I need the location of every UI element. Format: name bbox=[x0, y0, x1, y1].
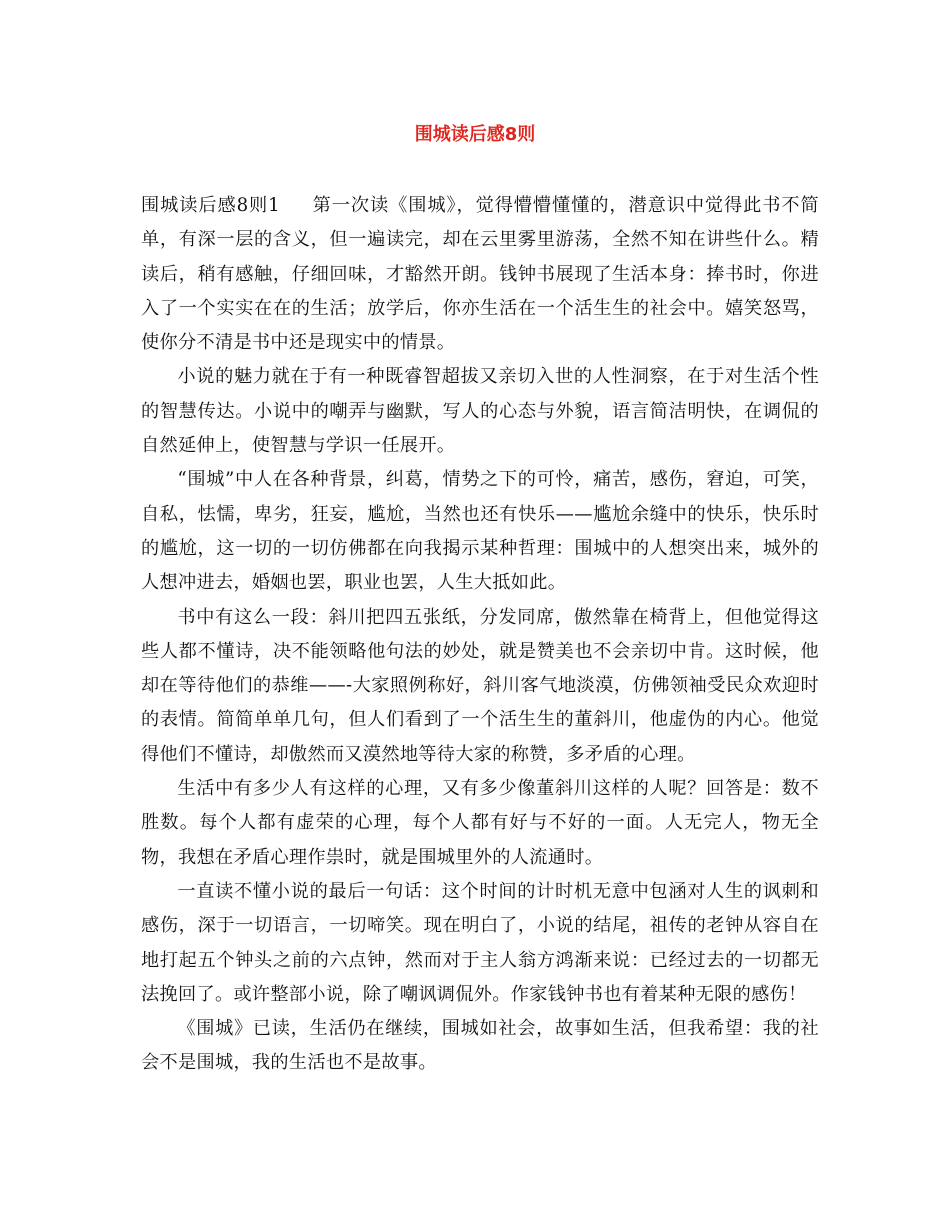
essay-label: 围城读后感8则1 bbox=[141, 195, 281, 216]
document-body bbox=[141, 189, 819, 1081]
paragraph-4: 书中有这么一段：斜川把四五张纸，分发同席，傲然靠在椅背上，但他觉得这些人都不懂诗，决不能领略他句法的妙处，就是赞美也不会亲切中肯。这时候，他却在等待他们的恭维——-大家照例称好，斜川客气地淡漠，仿佛领袖受民众欢迎时的表情。简简单单几句，但人们看到了一个活生生的董斜川，他虚伪的内心。他觉得他们不懂诗，却傲然而又漠然地等待大家的称赞，多矛盾的心理。 bbox=[141, 606, 819, 765]
paragraph-1 bbox=[141, 189, 819, 360]
paragraph-6: 一直读不懂小说的最后一句话：这个时间的计时机无意中包涵对人生的讽刺和感伤，深于一切语言，一切啼笑。现在明白了，小说的结尾，祖传的老钟从容自在地打起五个钟头之前的六点钟，然而对于主人翁方鸿渐来说：已经过去的一切都无法挽回了。或许整部小说，除了嘲讽调侃外。作家钱钟书也有着某种无限的感伤！ bbox=[141, 880, 819, 1005]
document-title: 围城读后感8则 bbox=[414, 124, 536, 145]
paragraph-5: 生活中有多少人有这样的心理，又有多少像董斜川这样的人呢？回答是：数不胜数。每个人都有虚荣的心理，每个人都有好与不好的一面。人无完人，物无全物，我想在矛盾心理作祟时，就是围城里外的人流通时。 bbox=[141, 778, 819, 868]
paragraph-2: 小说的魅力就在于有一种既睿智超拔又亲切入世的人性洞察，在于对生活个性的智慧传达。小说中的嘲弄与幽默，写人的心态与外貌，语言简洁明快，在调侃的自然延伸上，使智慧与学识一任展开。 bbox=[141, 366, 819, 457]
paragraph-7: 《围城》已读，生活仍在继续，围城如社会，故事如生活，但我希望：我的社会不是围城，我的生活也不是故事。 bbox=[141, 1018, 819, 1074]
paragraph-1-text: 第一次读《围城》，觉得懵懵懂懂的，潜意识中觉得此书不简单，有深一层的含义，但一遍读完，却在云里雾里游荡，全然不知在讲些什么。精读后，稍有感触，仔细回味，才豁然开朗。钱钟书展现了生活本身：捧书时，你进入了一个实实在在的生活；放学后，你亦生活在一个活生生的社会中。嬉笑怒骂，使你分不清是书中还是现实中的情景。 bbox=[141, 195, 819, 354]
paragraph-3: “围城”中人在各种背景，纠葛，情势之下的可怜，痛苦，感伤，窘迫，可笑，自私，怯懦，卑劣，狂妄，尴尬，当然也还有快乐——尴尬余缝中的快乐，快乐时的尴尬，这一切的一切仿佛都在向我揭示某种哲理：围城中的人想突出来，城外的人想冲进去，婚姻也罢，职业也罢，人生大抵如此。 bbox=[141, 469, 819, 594]
